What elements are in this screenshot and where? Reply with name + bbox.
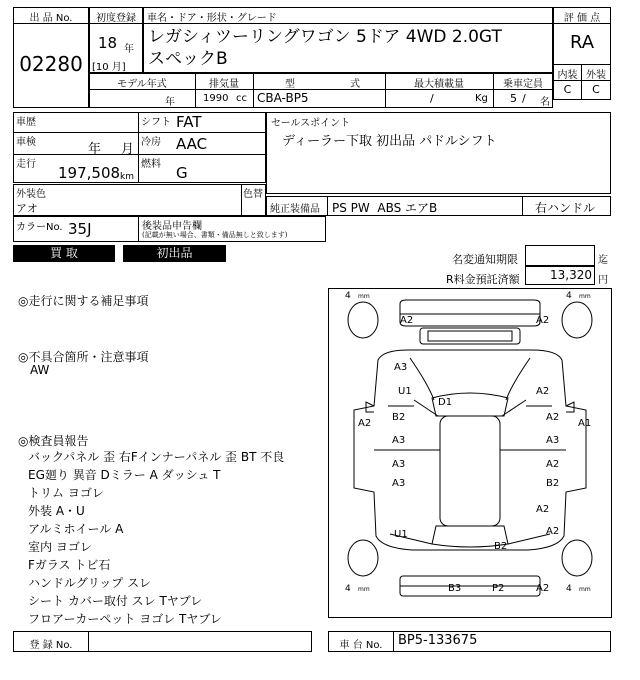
inspector-line: トリム ヨゴレ [28,486,104,500]
mileage: 197,508 [58,164,121,182]
damage-mark: A3 [394,362,408,373]
tire-depth: 4 [566,584,572,594]
displacement-unit: cc [236,93,247,104]
damage-mark: A2 [536,583,550,594]
exterior-grade: C [592,83,600,96]
damage-mark: A3 [392,478,406,489]
color-no-label: カラーNo. [16,222,63,233]
fuel-label: 燃料 [141,159,161,170]
damage-mark: A2 [536,386,550,397]
name-change-unit: 迄 [598,255,608,266]
ext-color-label: 外装色 [16,189,46,200]
damage-mark: B2 [494,541,508,552]
tire-depth: 4 [345,584,351,594]
tire-depth-unit: mm [579,293,591,300]
aftermarket-label: 後装品申告欄 [142,221,202,232]
displacement: 1990 [203,93,229,104]
tire-depth-unit: mm [358,293,370,300]
first-reg-year: 18 [98,34,118,52]
defects-heading: ◎不具合箇所・注意事項 [18,350,149,364]
lot-no-label: 出 品 No. [29,13,73,24]
interior-grade: C [563,83,572,96]
inspection-month: 月 [121,142,135,157]
defects-text: AW [30,363,50,377]
damage-mark: D1 [438,397,453,408]
car-damage-diagram [328,288,612,618]
chassis-no: BP5-133675 [398,633,478,648]
damage-mark: B2 [546,478,560,489]
inspection-label: 車検 [16,137,36,148]
chassis-label: 車 台 No. [339,640,383,651]
sales-point-label: セールスポイント [271,118,351,129]
ext-color-box [13,184,242,216]
aftermarket-note: (記載が無い場合、書類・備品無しと致します) [142,231,288,239]
damage-mark: A2 [358,418,372,429]
inspection-year: 年 [88,142,102,157]
recycle-value: 13,320 [550,268,592,282]
inspector-heading: ◎検査員報告 [18,434,89,448]
car-name: レガシィツーリングワゴン 5ドア 4WD 2.0GT スペックB [148,27,502,69]
inspector-line: Fガラス トビ石 [28,558,111,572]
shift-label: シフト [141,117,171,128]
inspector-line: バックパネル 歪 右Fインナーパネル 歪 BT 不良 [28,450,285,464]
damage-mark: U1 [398,386,412,397]
damage-mark: A2 [546,526,560,537]
reg-no-label: 登 録 No. [29,640,73,651]
damage-mark: A2 [536,504,550,515]
score: RA [569,32,595,53]
divider [253,73,254,108]
sales-point: ディーラー下取 初出品 パドルシフト [282,134,497,149]
handle: 右ハンドル [535,201,596,215]
inspector-line: EG廻り 異音 Dミラー A ダッシュ T [28,468,221,482]
damage-marks [358,315,591,594]
equipment: PS PW ABS エアB [332,201,438,215]
tire-depth: 4 [566,291,572,301]
driving-heading: ◎走行に関する補足事項 [18,294,149,308]
damage-mark: A2 [546,412,560,423]
damage-mark: A3 [392,459,406,470]
divider [522,196,523,216]
reg-no-box [88,631,312,652]
history-label: 車歴 [16,117,36,128]
score-label: 評 価 点 [563,13,601,24]
first-reg-year-unit: 年 [124,44,134,55]
first-reg-label: 初度登録 [96,13,136,24]
color-no: 35J [68,220,92,238]
inspector-line: シート カバー取付 スレ Tヤブレ [28,594,203,608]
capacity-unit: 名 [540,97,550,108]
name-change-label: 名変通知期限 [452,253,518,266]
inspector-line: 室内 ヨゴレ [28,540,92,554]
fuel: G [176,164,188,182]
inspector-line: フロアーカーペット ヨゴレ Tヤブレ [28,612,222,626]
max-load-slash: / [430,92,434,105]
recycle-label: R料金預託済額 [446,273,520,286]
recycle-unit: 円 [598,275,608,286]
ac: AAC [176,135,208,153]
divider [327,196,328,216]
first-listing-badge: 初出品 [123,245,226,262]
max-load-unit: Kg [475,93,488,104]
shift: FAT [176,113,202,131]
type-label: 型 [285,79,295,90]
damage-mark: B2 [392,412,406,423]
name-change-box [525,245,595,266]
tire-depth-unit: mm [579,586,591,593]
damage-mark: A3 [392,435,406,446]
inspector-line: アルミホイール A [28,522,124,536]
displacement-label: 排気量 [209,79,239,90]
equipment-label: 純正装備品 [270,204,320,215]
car-name-label: 車名・ドア・形状・グレード [147,13,277,24]
damage-mark: U1 [394,529,408,540]
color-change-label: 色替 [243,189,263,200]
model-year-unit: 年 [165,97,175,108]
model-year-label: モデル年式 [117,79,167,90]
damage-mark: P2 [492,583,505,594]
damage-mark: A3 [546,435,560,446]
tire-depth-unit: mm [358,586,370,593]
ac-label: 冷房 [141,137,161,148]
capacity-label: 乗車定員 [503,79,543,90]
ext-color: アオ [16,202,38,215]
max-load-label: 最大積載量 [414,79,464,90]
inspector-line: ハンドルグリップ スレ [28,576,152,590]
exterior-label: 外装 [586,70,606,81]
damage-mark: A1 [578,418,592,429]
interior-label: 内装 [557,70,578,81]
type-label-2: 式 [350,79,360,90]
damage-mark: B3 [448,583,462,594]
mileage-unit: km [120,172,134,182]
inspector-line: 外装 A・U [28,504,85,518]
damage-mark: A2 [536,315,550,326]
capacity-slash: / [522,92,526,105]
car-type: CBA-BP5 [257,91,309,105]
tire-depth: 4 [345,291,351,301]
first-reg-month: [10 月] [92,62,126,73]
mileage-label: 走行 [16,159,36,170]
capacity: 5 [510,92,517,105]
damage-mark: A2 [546,459,560,470]
buy-badge: 買 取 [13,245,115,262]
lot-no: 02280 [19,52,83,76]
damage-mark: A2 [400,315,414,326]
